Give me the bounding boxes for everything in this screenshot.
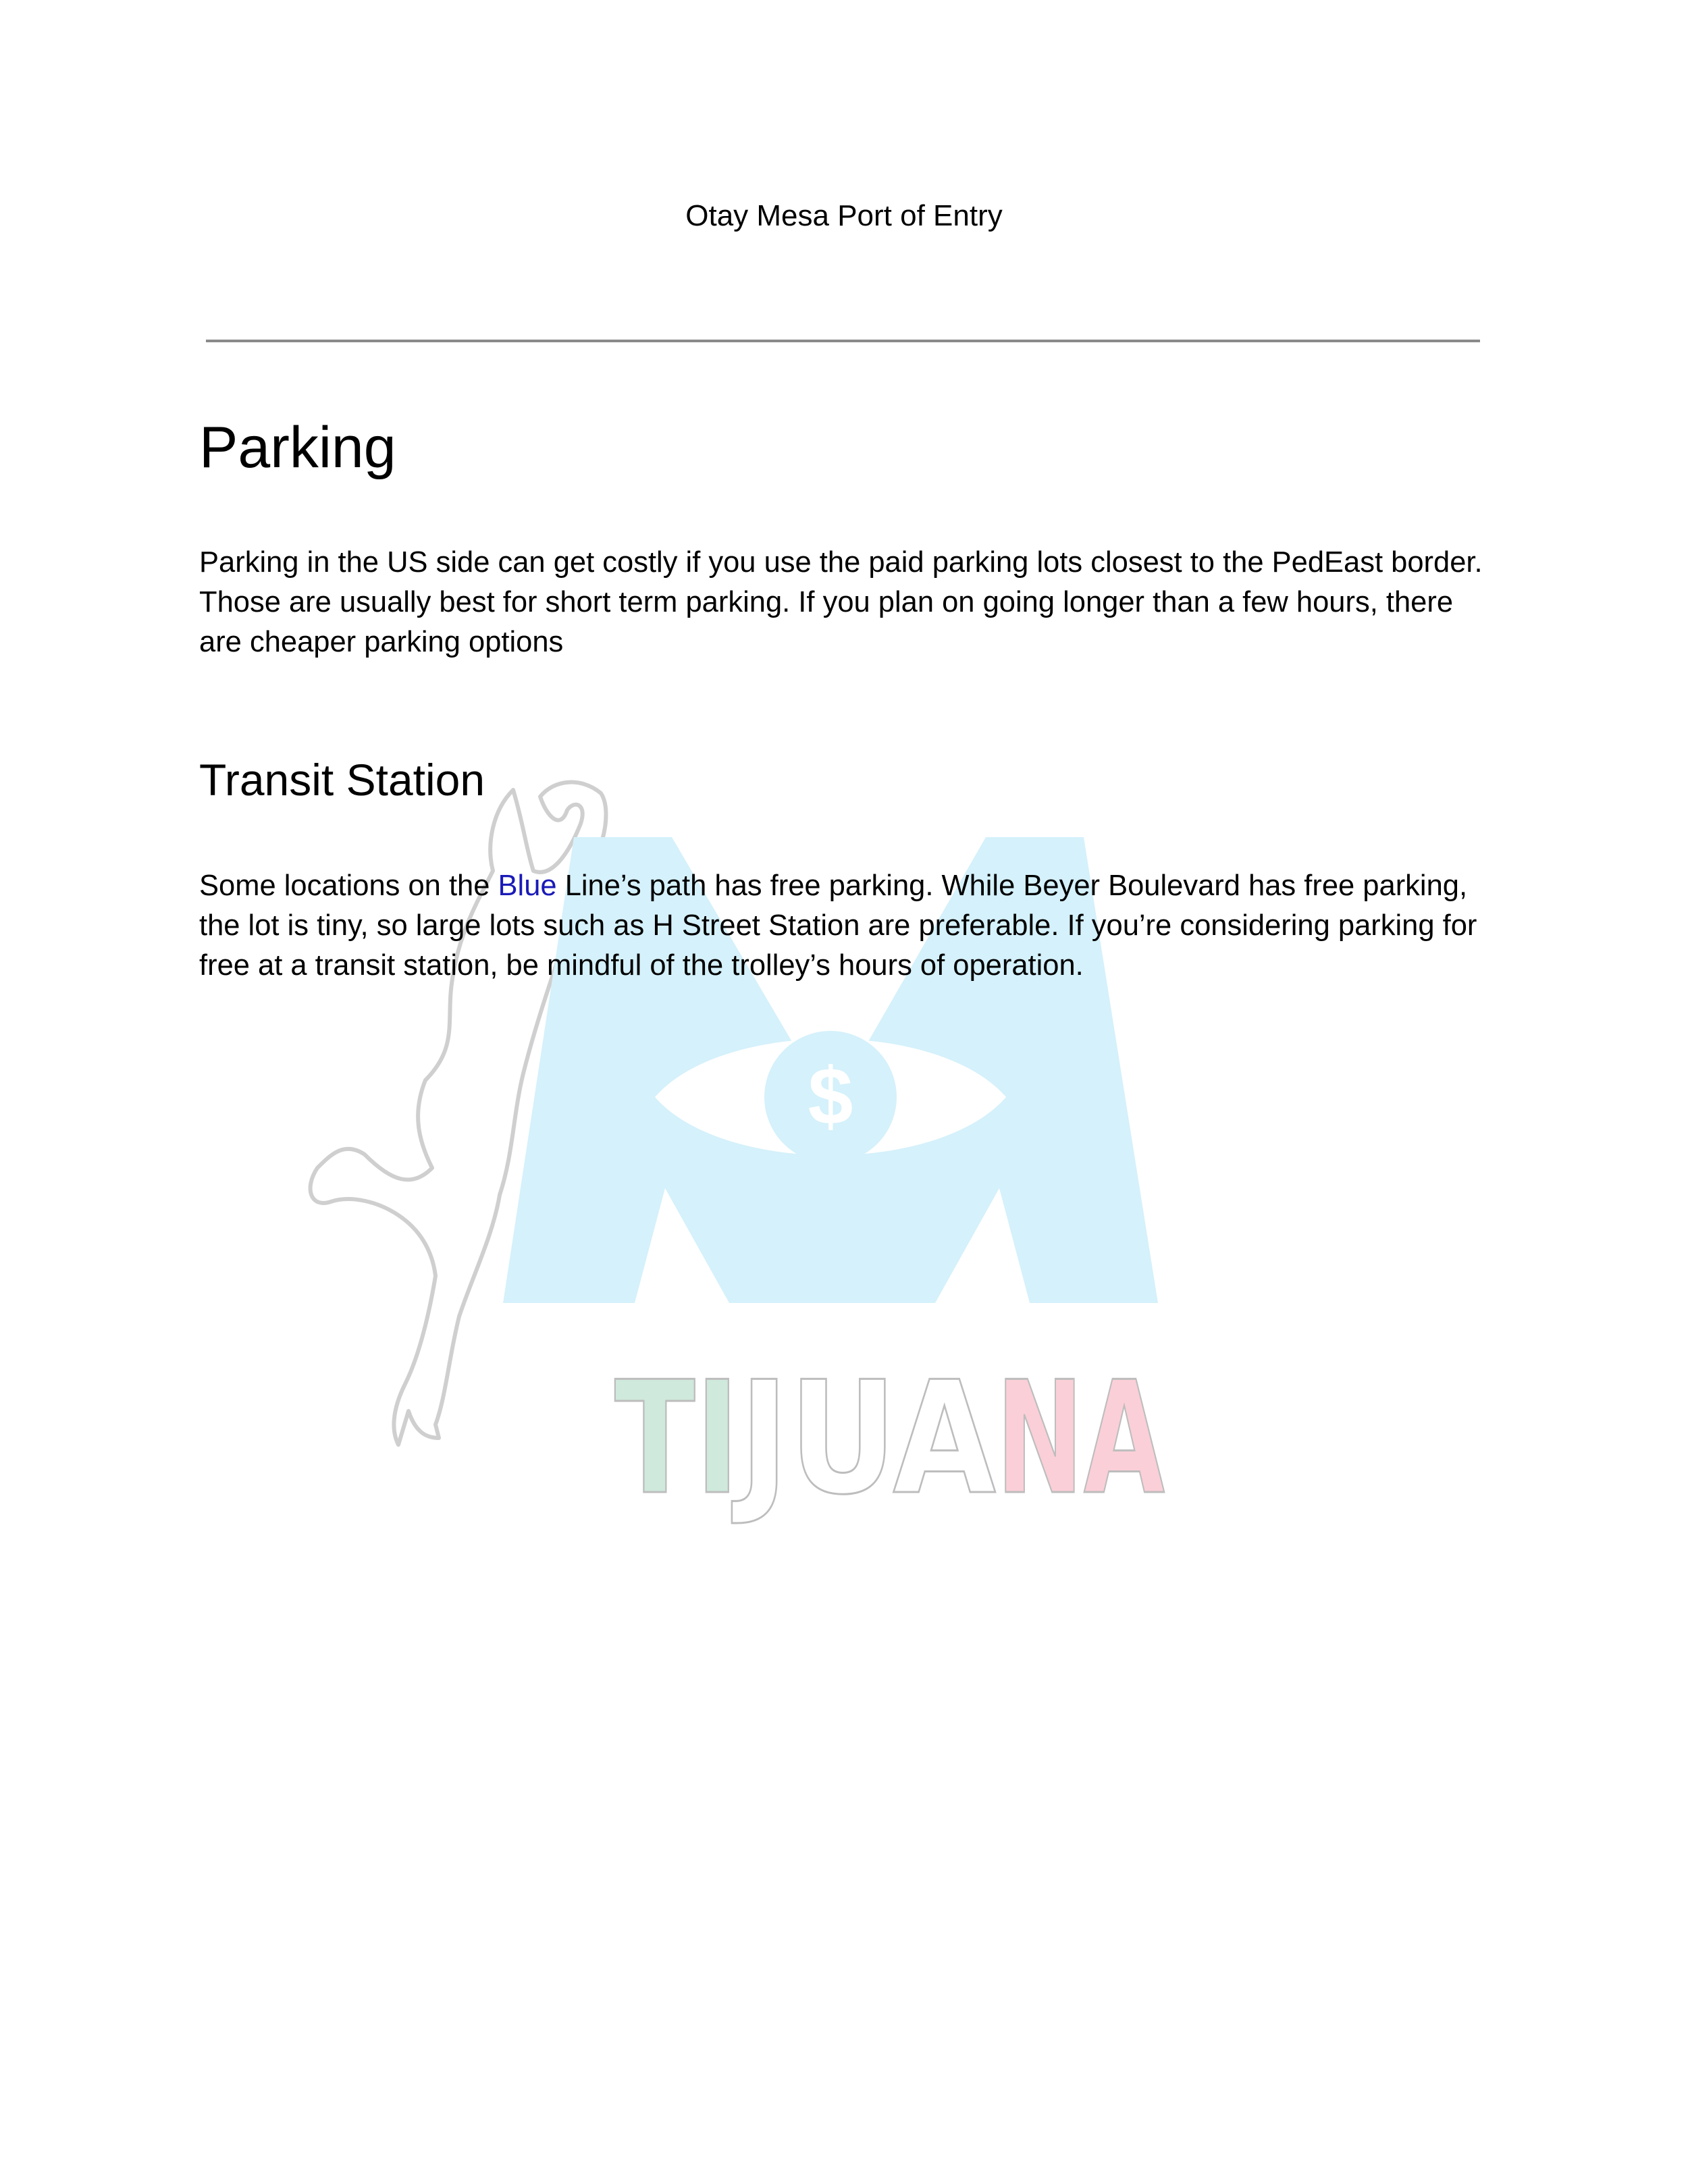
- document-header-title: Otay Mesa Port of Entry: [685, 199, 1003, 232]
- svg-text:NA: NA: [996, 1349, 1165, 1529]
- section-heading-transit-station: Transit Station: [199, 755, 485, 805]
- blue-line-link[interactable]: Blue: [498, 870, 557, 902]
- svg-text:JUA: JUA: [731, 1349, 996, 1529]
- horizontal-divider: [206, 340, 1480, 342]
- transit-paragraph-end: Line’s path has free parking. While Beyer Boulevard has free parking, the lot is tiny, so large lots such as H Street Station are preferable. If you’re considering parking for free at a transit station, be mindful of the trolley’s hours of operation.: [199, 870, 1477, 982]
- section-heading-parking: Parking: [199, 415, 396, 480]
- transit-paragraph: [199, 866, 1496, 986]
- svg-text:$: $: [808, 1051, 853, 1142]
- transit-paragraph-start: Some locations on the: [199, 870, 498, 902]
- svg-text:TI: TI: [614, 1349, 739, 1529]
- parking-paragraph: Parking in the US side can get costly if you use the paid parking lots closest to the PedEast border. Those are usually best for short term parking. If you plan on going longer than a few hours, there are cheaper parking options: [199, 546, 1483, 658]
